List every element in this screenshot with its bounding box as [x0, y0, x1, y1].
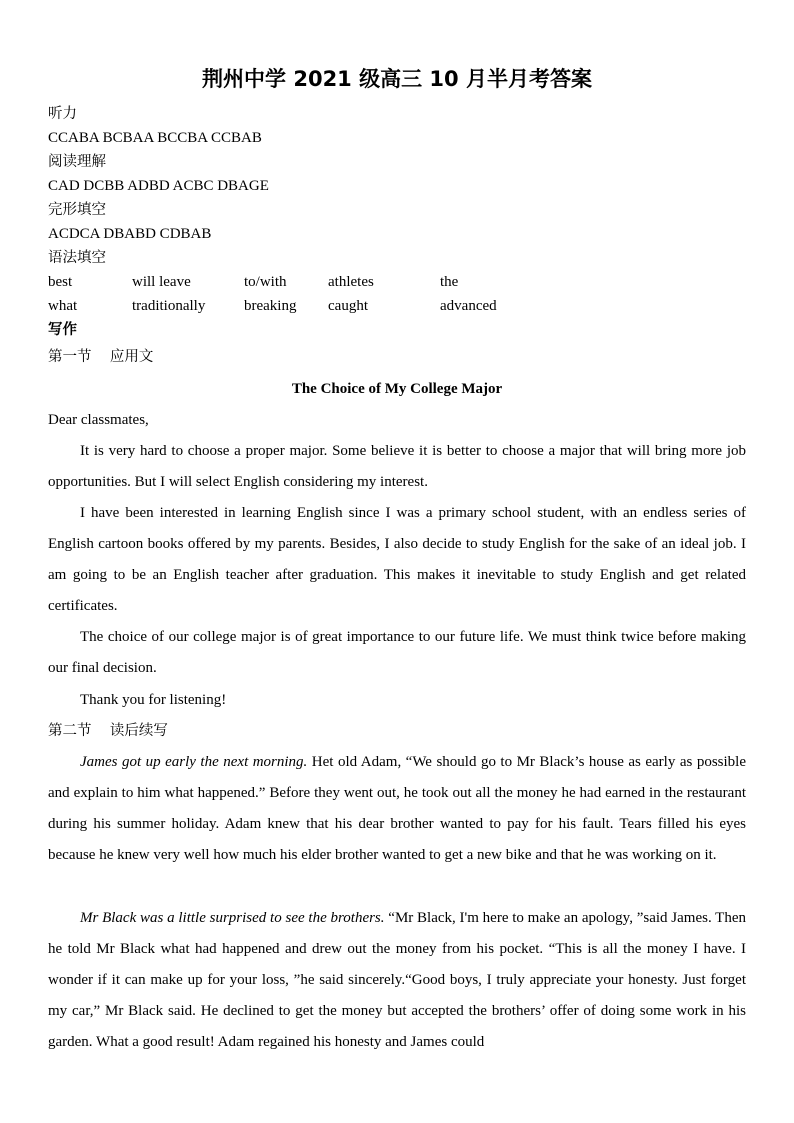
cloze-heading: 完形填空 — [48, 202, 106, 218]
grammar-answer: traditionally — [132, 298, 206, 314]
cloze-answers: ACDCA DBABD CDBAB — [48, 226, 212, 242]
listening-heading: 听力 — [48, 106, 77, 122]
grammar-answer: breaking — [244, 298, 297, 314]
grammar-answer: the — [440, 274, 459, 290]
essay-title: The Choice of My College Major — [291, 381, 503, 397]
essay-closing: Thank you for listening! — [80, 692, 227, 708]
page-title: 荆州中学 2021 级高三 10 月半月考答案 — [202, 67, 592, 91]
essay-paragraph-2: I have been interested in learning English since I was a primary school student, with an endless series of English cartoon books offered by my parents. Besides, I also decide to study English for the sake of an ideal job. I am going to be an English teacher after graduation. This makes it inevitable to study English and get related certificates. — [48, 505, 746, 614]
grammar-answer: advanced — [440, 298, 497, 314]
continuation-lead-sentence: James got up early the next morning. — [80, 754, 308, 770]
grammar-heading: 语法填空 — [48, 250, 106, 266]
continuation-body-text: “Mr Black, I'm here to make an apology, ”said James. Then he told Mr Black what had happened and drew out the money from his pocket. “This is all the money I have. I wonder if it can make up for your loss, ”he said sincerely.“Good boys, I truly appreciate your honesty. Just forget my car,” Mr Black said. He declined to get the money but accepted the brothers’ offer of doing some work in his garden. What a good result! Adam regained his honesty and James could — [48, 910, 747, 1050]
grammar-answer: will leave — [132, 274, 191, 290]
essay-paragraph-1: It is very hard to choose a proper major. Some believe it is better to choose a major that will bring more job opportunities. But I will select English considering my interest. — [48, 443, 746, 490]
continuation-paragraph-1 — [48, 747, 746, 871]
continuation-paragraph-2 — [48, 903, 746, 1058]
continuation-lead-sentence: Mr Black was a little surprised to see the brothers. — [80, 910, 385, 926]
listening-answers: CCABA BCBAA BCCBA CCBAB — [48, 130, 262, 146]
grammar-answer: athletes — [328, 274, 374, 290]
grammar-answer: best — [48, 274, 73, 290]
grammar-answer: caught — [328, 298, 368, 314]
grammar-answer: what — [48, 298, 78, 314]
reading-heading: 阅读理解 — [48, 154, 106, 170]
writing-heading: 写作 — [48, 322, 77, 338]
part2-heading: 第二节 读后续写 — [48, 723, 168, 739]
essay-paragraph-3: The choice of our college major is of great importance to our future life. We must think twice before making our final decision. — [48, 629, 746, 676]
part1-heading: 第一节 应用文 — [48, 349, 154, 365]
reading-answers: CAD DCBB ADBD ACBC DBAGE — [48, 178, 269, 194]
grammar-answer: to/with — [244, 274, 287, 290]
continuation-body-text: Het old Adam, “We should go to Mr Black’s house as early as possible and explain to him what happened.” Before they went out, he took out all the money he had earned in the restaurant during his summer holiday. Adam knew that his dear brother wanted to pay for his fault. Tears filled his eyes because he knew very well how much his elder brother wanted to get a new bike and that he was working on it. — [48, 754, 746, 863]
essay-greeting: Dear classmates, — [48, 412, 149, 428]
